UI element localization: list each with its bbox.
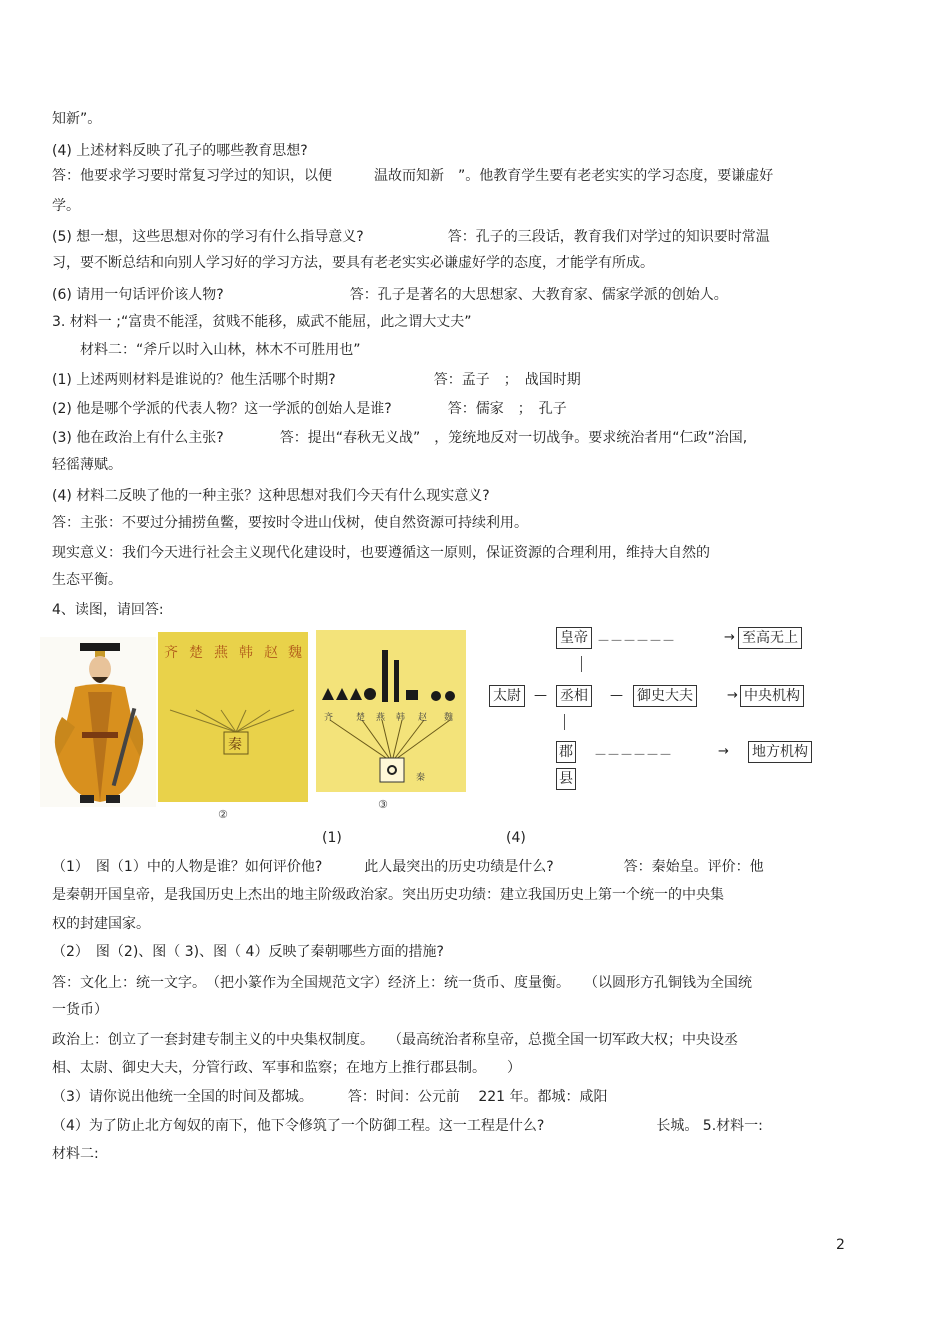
question-3-2: (2) 他是哪个学派的代表人物？这一学派的创始人是谁? 答：儒家 ； 孔子	[52, 401, 567, 417]
answer-line: 权的封建国家。	[52, 916, 150, 932]
central-box: 中央机构	[740, 685, 804, 707]
question-3-4: (4) 材料二反映了他的一种主张？这种思想对我们今天有什么现实意义?	[52, 488, 490, 504]
coin-label: 魏	[444, 713, 454, 723]
answer-line: 答：文化上：统一文字。 （把小篆作为全国规范文字）经济上：统一货币、度量衡。 （以圆形方孔铜钱为全国统	[52, 975, 752, 991]
dashed-line: －－－－－－	[597, 634, 676, 649]
script-char: 赵	[264, 645, 278, 661]
coin-label: 楚	[356, 713, 366, 723]
coin-label: 秦	[416, 773, 426, 783]
material-two: 材料二：“斧斤以时入山林，林木不可胜用也”	[52, 342, 361, 358]
answer-line: 答：主张：不要过分捕捞鱼鳖，要按时令进山伐树，使自然资源可持续利用。	[52, 515, 528, 531]
question-4-heading: 4、读图，请回答:	[52, 602, 164, 618]
separator: —	[610, 688, 623, 703]
question-4-3: （3）请你说出他统一全国的时间及都城。 答：时间：公元前 221 年。都城：咸阳	[52, 1089, 608, 1105]
arrow-icon: →	[718, 744, 729, 759]
answer-line: 轻徭薄赋。	[52, 457, 122, 473]
question-3-1: (1) 上述两则材料是谁说的？他生活哪个时期? 答：孟子 ； 战国时期	[52, 372, 581, 388]
unified-script-figure	[158, 632, 308, 830]
script-char-center: 秦	[228, 737, 242, 753]
script-char: 魏	[288, 645, 302, 661]
question-4: (4) 上述材料反映了孔子的哪些教育思想?	[52, 143, 308, 159]
connector-line	[564, 714, 565, 730]
coin-label: 赵	[418, 713, 428, 723]
question-4-1: （1） 图（1）中的人物是谁？如何评价他? 此人最突出的历史功绩是什么? 答：秦始皇。评价：他	[52, 859, 764, 875]
coin-label: 燕	[376, 713, 386, 723]
script-char: 楚	[189, 645, 203, 661]
connector-line	[581, 656, 582, 672]
xian-box: 县	[556, 768, 576, 790]
page-number: 2	[836, 1237, 845, 1253]
question-3-3: (3) 他在政治上有什么主张? 答：提出“春秋无义战” ，笼统地反对一切战争。要求统治者用“仁政”治国,	[52, 430, 748, 446]
taiwei-box: 太尉	[489, 685, 525, 707]
arrow-icon: →	[724, 630, 735, 645]
figure-label-1: (1)	[322, 830, 342, 846]
question-4-4: （4）为了防止北方匈奴的南下，他下令修筑了一个防御工程。这一工程是什么? 长城。 5.材料一:	[52, 1118, 763, 1134]
emperor-box: 皇帝	[556, 627, 592, 649]
figure-label-4: (4)	[506, 830, 526, 846]
script-char: 齐	[164, 645, 178, 661]
unified-currency-figure	[316, 630, 466, 820]
jun-box: 郡	[556, 741, 576, 763]
question-4-2: （2） 图（2)、图（ 3)、图（ 4）反映了秦朝哪些方面的措施?	[52, 944, 444, 960]
text-line: 知新”。	[52, 111, 102, 127]
dashed-line: －－－－－－	[594, 748, 673, 763]
answer-line: 答：他要求学习要时常复习学过的知识，以便 温故而知新 ”。他教育学生要有老老实实的学习态度，要谦虚好	[52, 168, 774, 184]
material-two-label: 材料二:	[52, 1146, 99, 1162]
supreme-box: 至高无上	[738, 627, 802, 649]
yushi-box: 御史大夫	[633, 685, 697, 707]
coin-label: 齐	[324, 713, 334, 723]
answer-line: 习，要不断总结和向别人学习好的学习方法，要具有老老实实必谦虚好学的态度，才能学有所成。	[52, 255, 654, 271]
answer-line: 政治上：创立了一套封建专制主义的中央集权制度。 （最高统治者称皇帝，总揽全国一切军政大权；中央设丞	[52, 1032, 738, 1048]
emperor-portrait-image	[40, 637, 156, 807]
answer-line: 是秦朝开国皇帝，是我国历史上杰出的地主阶级政治家。突出历史功绩：建立我国历史上第一个统一的中央集	[52, 887, 724, 903]
question-5: (5) 想一想，这些思想对你的学习有什么指导意义? 答：孔子的三段话，教育我们对学过的知识要时常温	[52, 229, 770, 245]
script-char: 韩	[239, 645, 253, 661]
question-6: (6) 请用一句话评价该人物? 答：孔子是著名的大思想家、大教育家、儒家学派的创始人。	[52, 287, 728, 303]
script-char: 燕	[214, 645, 228, 661]
answer-line: 生态平衡。	[52, 572, 122, 588]
answer-line: 现实意义：我们今天进行社会主义现代化建设时，也要遵循这一原则，保证资源的合理利用，维持大自然的	[52, 545, 710, 561]
answer-line: 学。	[52, 198, 80, 214]
coin-label: 韩	[396, 713, 406, 723]
figure-caption: ③	[378, 798, 388, 811]
chengxiang-box: 丞相	[556, 685, 592, 707]
figure-caption: ②	[218, 808, 228, 821]
answer-line: 一货币）	[52, 1002, 108, 1018]
answer-line: 相、太尉、御史大夫，分管行政、军事和监察；在地方上推行郡县制。 ）	[52, 1060, 521, 1076]
local-box: 地方机构	[748, 741, 812, 763]
separator: —	[534, 688, 547, 703]
material-one: 3. 材料一 ;“富贵不能淫，贫贱不能移，威武不能屈，此之谓大丈夫”	[52, 314, 472, 330]
arrow-icon: →	[727, 688, 738, 703]
